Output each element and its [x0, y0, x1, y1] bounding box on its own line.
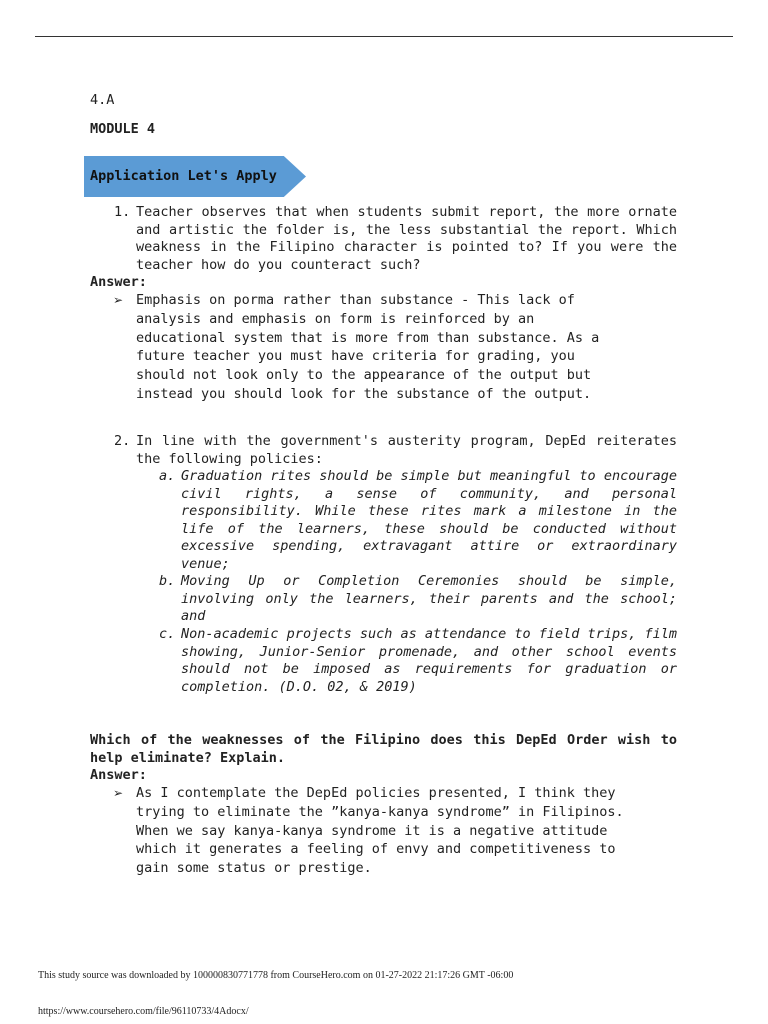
answer-1-line: analysis and emphasis on form is reinforced by an: [136, 310, 535, 327]
answer-2-line: gain some status or prestige.: [136, 860, 372, 877]
item-1-number: 1.: [114, 204, 131, 220]
answer-2-line: When we say kanya-kanya syndrome it is a negative attitude: [136, 822, 608, 839]
section-banner-label: Application Let's Apply: [90, 168, 277, 184]
question-2-text: Which of the weaknesses of the Filipino does this DepEd Order wish to help eliminate? Explain.: [90, 732, 677, 766]
policy-a-text: Graduation rites should be simple but meaningful to encourage civil rights, a sense of community, and personal responsibility. While these rites mark a milestone in the life of the learners, these should be conducted without excessive spending, extravagant attire or extraordinary venue;: [181, 468, 677, 572]
policy-b-letter: b.: [159, 573, 176, 589]
answer-2-label: Answer:: [90, 767, 147, 783]
item-2-number: 2.: [114, 433, 131, 449]
policy-c-text: Non-academic projects such as attendance to field trips, film showing, Junior-Senior promenade, and other school events should not be imposed as requirements for graduation or completion. (D.O. 02, & 2019): [181, 626, 677, 695]
answer-1-line: instead you should look for the substance of the output.: [136, 385, 592, 402]
policy-c-letter: c.: [159, 626, 176, 642]
policy-b-text: Moving Up or Completion Ceremonies should be simple, involving only the learners, their parents and the school; and: [181, 573, 677, 625]
header-code: 4.A: [90, 92, 115, 108]
item-2-intro: In line with the government's austerity program, DepEd reiterates the following policies:: [136, 433, 677, 467]
answer-1-line: future teacher you must have criteria for grading, you: [136, 348, 575, 365]
source-url[interactable]: https://www.coursehero.com/file/96110733/4Adocx/: [38, 1006, 249, 1017]
module-title: MODULE 4: [90, 121, 156, 137]
answer-1-body: [136, 291, 599, 404]
arrow-bullet-icon: ➢: [113, 786, 124, 800]
answer-1-line: Emphasis on porma rather than substance - This lack of: [136, 292, 575, 308]
answer-1-line: should not look only to the appearance of the output but: [136, 367, 592, 384]
download-note: This study source was downloaded by 100000830771778 from CourseHero.com on 01-27-2022 21:17:26 GMT -06:00: [38, 970, 514, 981]
answer-2-line: As I contemplate the DepEd policies presented, I think they: [136, 785, 616, 801]
answer-2-line: which it generates a feeling of envy and competitiveness to: [136, 841, 616, 858]
answer-1-label: Answer:: [90, 274, 147, 290]
top-rule: [35, 36, 733, 37]
item-1-question: Teacher observes that when students submit report, the more ornate and artistic the folder is, the less substantial the report. Which weakness in the Filipino character is pointed to? If you were the teacher how do you counteract such?: [136, 204, 677, 273]
answer-2-line: trying to eliminate the ”kanya-kanya syndrome” in Filipinos.: [136, 803, 624, 820]
policy-a-letter: a.: [159, 468, 176, 484]
arrow-bullet-icon: ➢: [113, 293, 124, 307]
answer-2-body: [136, 784, 624, 878]
answer-1-line: educational system that is more from than substance. As a: [136, 329, 600, 346]
